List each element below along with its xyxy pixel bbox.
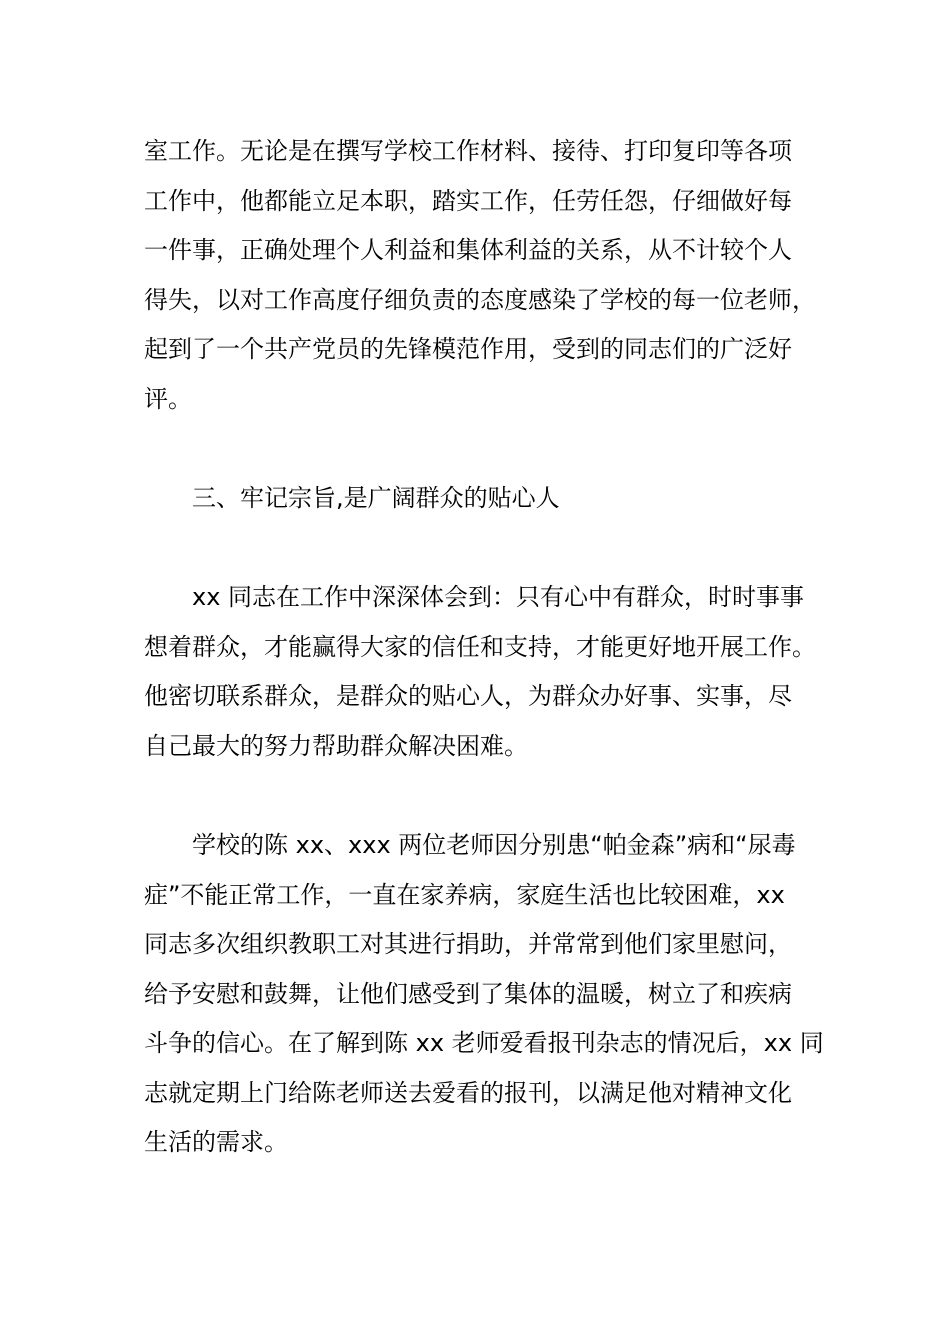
section-heading-text: 三、牢记宗旨,是广阔群众的贴心人 [192, 484, 560, 512]
text-line: 学校的陈 xx、xxx 两位老师因分别患“帕金森”病和“尿毒 [192, 831, 796, 859]
text-line: 工作中，他都能立足本职，踏实工作，任劳任怨，仔细做好每 [144, 186, 792, 215]
text-line: 评。 [144, 384, 192, 413]
text-line: 生活的需求。 [144, 1128, 288, 1156]
paragraph-serving-masses [144, 573, 814, 771]
text-line: 同志多次组织教职工对其进行捐助，并常常到他们家里慰问， [144, 930, 792, 958]
text-line: 他密切联系群众，是群众的贴心人，为群众办好事、实事，尽 [144, 682, 792, 710]
text-line: 想着群众，才能赢得大家的信任和支持，才能更好地开展工作。 [144, 632, 816, 661]
paragraph-work-attitude [144, 127, 814, 424]
text-line: 自己最大的努力帮助群众解决困难。 [144, 731, 528, 760]
text-line: 志就定期上门给陈老师送去爱看的报刊，以满足他对精神文化 [144, 1078, 792, 1107]
text-line: 给予安慰和鼓舞，让他们感受到了集体的温暖，树立了和疾病 [144, 979, 792, 1008]
text-line: xx 同志在工作中深深体会到：只有心中有群众，时时事事 [192, 583, 805, 611]
section-heading-3 [144, 474, 814, 524]
text-line: 室工作。无论是在撰写学校工作材料、接待、打印复印等各项 [144, 137, 792, 165]
text-line: 一件事，正确处理个人利益和集体利益的关系，从不计较个人 [144, 236, 792, 264]
text-line: 得失，以对工作高度仔细负责的态度感染了学校的每一位老师， [144, 285, 816, 314]
text-line: 症”不能正常工作，一直在家养病，家庭生活也比较困难，xx [144, 880, 785, 909]
text-line: 起到了一个共产党员的先锋模范作用，受到的同志们的广泛好 [144, 335, 792, 363]
paragraph-helping-teachers [144, 821, 824, 1168]
text-line: 斗争的信心。在了解到陈 xx 老师爱看报刊杂志的情况后，xx 同 [144, 1029, 824, 1057]
